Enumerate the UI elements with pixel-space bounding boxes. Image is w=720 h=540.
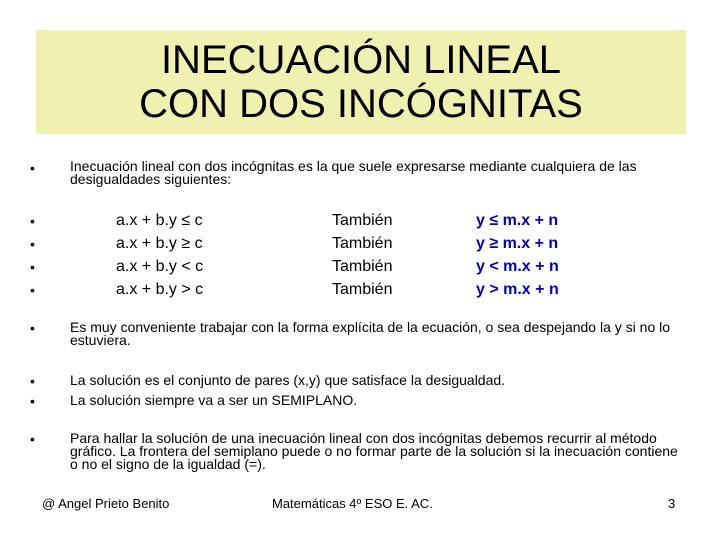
solution-pairs-text: La solución es el conjunto de pares (x,y) que satisface la desigualdad. [70, 372, 506, 388]
title-line-1: INECUACIÓN LINEAL [160, 38, 562, 82]
footer-course: Matemáticas 4º ESO E. AC. [272, 496, 433, 511]
solution-halfplane-text: La solución siempre va a ser un SEMIPLANO. [70, 392, 358, 408]
explicit-form: y ≤ m.x + n [476, 212, 559, 229]
title-banner [36, 30, 686, 134]
implicit-form: a.x + b.y ≥ c [116, 235, 203, 252]
implicit-form: a.x + b.y ≤ c [116, 212, 203, 229]
bullet: • [30, 160, 35, 176]
bullet: • [30, 259, 35, 275]
bullet: • [30, 431, 35, 447]
explicit-form: y > m.x + n [476, 281, 559, 298]
bullet: • [30, 213, 35, 229]
bullet: • [30, 373, 35, 389]
title-line-2: CON DOS INCÓGNITAS [139, 82, 583, 126]
bullet: • [30, 393, 35, 409]
explicit-form: y < m.x + n [476, 258, 559, 275]
graphic-method-text: Para hallar la solución de una inecuación lineal con dos incógnitas debemos recurrir al método gráfico. La frontera del semiplano puede o no formar parte de la solución si la inecuación contiene o no el signo de la igualdad (=). [70, 430, 678, 472]
also-label: También [332, 235, 393, 252]
also-label: También [332, 212, 393, 229]
implicit-form: a.x + b.y > c [116, 281, 204, 298]
also-label: También [332, 281, 393, 298]
explicit-note: Es muy conveniente trabajar con la forma explícita de la ecuación, o sea despejando la y si no lo estuviera. [70, 319, 671, 348]
page-number: 3 [668, 496, 676, 511]
bullet: • [30, 282, 35, 298]
intro-text: Inecuación lineal con dos incógnitas es la que suele expresarse mediante cualquiera de las desigualdades siguientes: [70, 158, 637, 187]
footer-author: @ Angel Prieto Benito [42, 496, 170, 511]
bullet: • [30, 320, 35, 336]
bullet: • [30, 236, 35, 252]
explicit-form: y ≥ m.x + n [476, 235, 559, 252]
also-label: También [332, 258, 393, 275]
implicit-form: a.x + b.y < c [116, 258, 204, 275]
